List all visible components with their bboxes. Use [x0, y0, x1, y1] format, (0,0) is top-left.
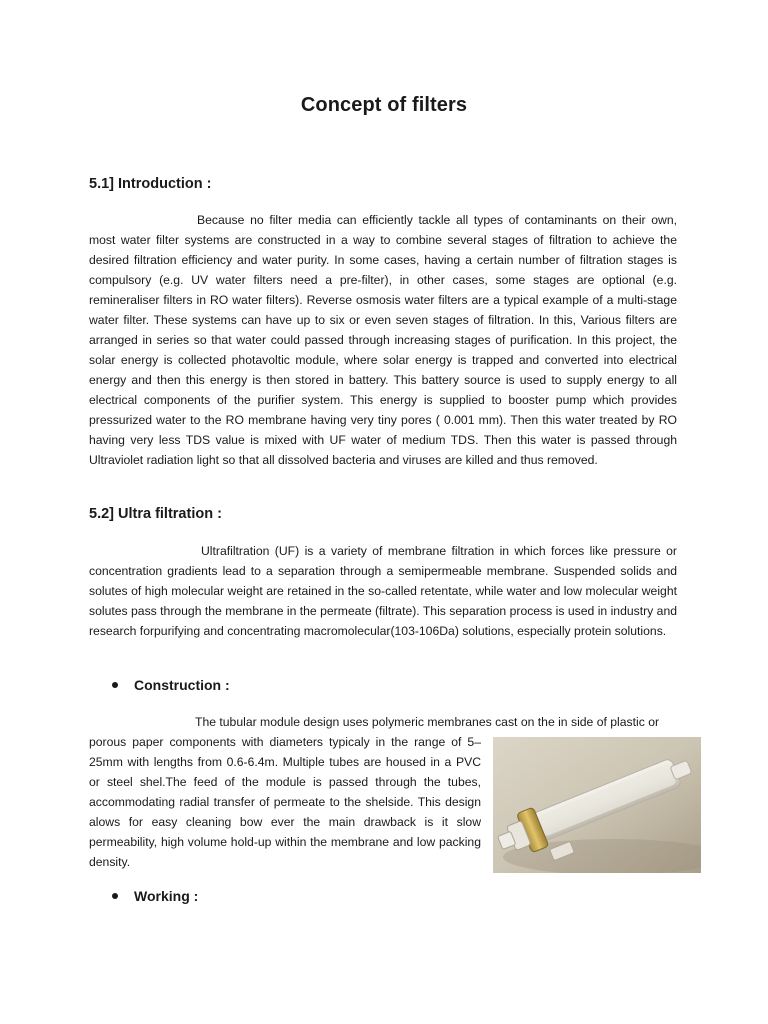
section-heading-ultra-filtration: 5.2] Ultra filtration :: [89, 506, 222, 522]
introduction-text: Because no filter media can efficiently tackle all types of contaminants on their own, most water filter systems are constructed in a way to combine several stages of filtration to achieve the desired filtration efficiency and water purity. In some cases, having a certain number of filtration stages is compulsory (e.g. UV water filters need a pre-filter), in other cases, some stages are optional (e.g. remineraliser filters in RO water filters). Reverse osmosis water filters are a typical example of a multi-stage water filter. These systems can have up to six or even seven stages of filtration. In this, Various filters are arranged in series so that water could passed through increasing stages of purification. In this project, the solar energy is collected photavoltic module, where solar energy is trapped and converted into electrical energy and then this energy is then stored in battery. This battery source is used to supply energy to all electrical components of the purifier system. This energy is supplied to booster pump which provides pressurized water to the RO membrane having very tiny pores ( 0.001 mm). Then this water treated by RO having very less TDS value is mixed with UF water of medium TDS. Then this water is passed through Ultraviolet radiation light so that all dissolved bacteria and viruses are killed and thus removed.: [89, 213, 677, 467]
bullet-icon: [112, 682, 118, 688]
construction-lead-line: [89, 712, 677, 732]
introduction-paragraph: [89, 210, 677, 470]
ultra-filtration-text: Ultrafiltration (UF) is a variety of membrane filtration in which forces like pressure or concentration gradients lead to a separation through a semipermeable membrane. Suspended solids and solutes of high molecular weight are retained in the so-called retentate, while water and low molecular weight solutes pass through the membrane in the permeate (filtrate). This separation process is used in industry and research forpurifying and concentrating macromolecular(103-106Da) solutions, especially protein solutions.: [89, 544, 677, 638]
construction-lead-text: The tubular module design uses polymeric membranes cast on the in side of plastic or: [195, 715, 660, 729]
construction-heading: Construction :: [134, 677, 230, 693]
construction-paragraph: porous paper components with diameters typicaly in the range of 5–25mm with lengths from 0.6-6.4m. Multiple tubes are housed in a PVC or steel shel.The feed of the module is passed through the tubes, accommodating radial transfer of permeate to the shelside. This design alows for easy cleaning bow ever the main drawback is it slow permeability, high volume hold-up within the membrane and low packing density.: [89, 735, 481, 869]
bullet-icon: [112, 893, 118, 899]
bullet-construction: [112, 677, 230, 693]
bullet-working: [112, 888, 198, 904]
ultra-filtration-paragraph: [89, 541, 677, 641]
working-heading: Working :: [134, 888, 199, 904]
filter-module-illustration: [493, 737, 701, 873]
section-heading-introduction: 5.1] Introduction :: [89, 176, 212, 192]
tubular-filter-photo: [493, 737, 701, 873]
page-title: Concept of filters: [300, 94, 468, 116]
